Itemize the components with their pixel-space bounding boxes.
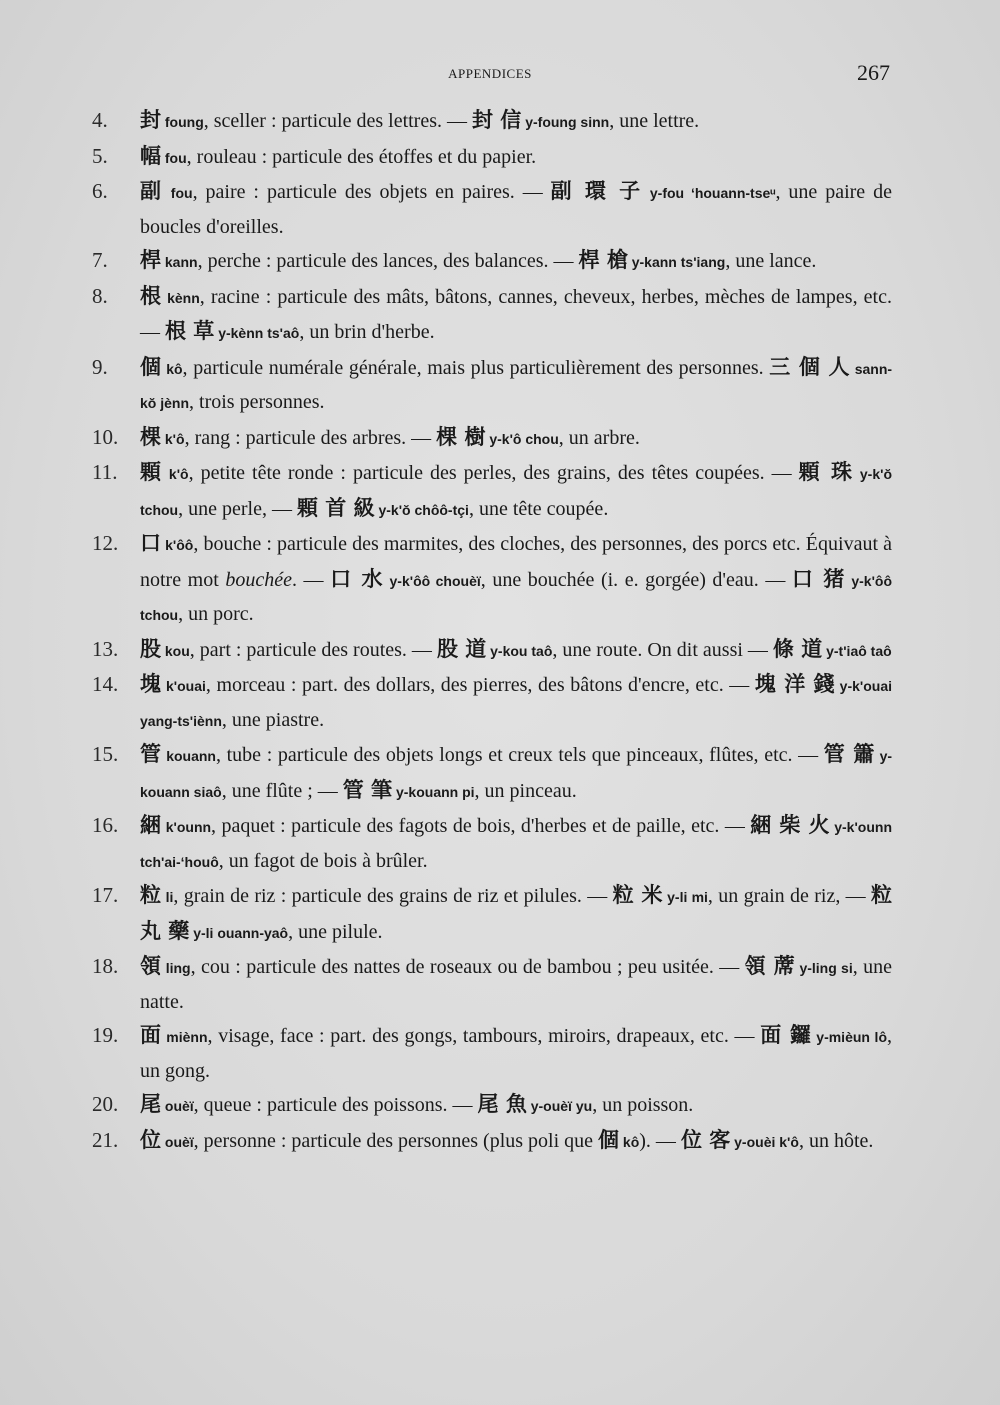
romanization: kann	[161, 254, 198, 270]
chinese-characters: 副 環 子	[550, 179, 644, 203]
romanization: k'ounn	[161, 819, 212, 835]
entry-number: 7.	[92, 248, 108, 272]
entry-text	[140, 140, 892, 176]
entry-text	[140, 879, 892, 950]
romanization: y-li mi	[662, 889, 708, 905]
chinese-characters: 根	[140, 283, 163, 308]
chinese-characters: 領	[140, 954, 162, 978]
romanization: y-li ouann-yaô	[189, 924, 289, 941]
chinese-characters: 面	[140, 1023, 162, 1047]
entry-number: 6.	[92, 179, 108, 203]
entry-text	[140, 1124, 892, 1160]
definition-text: , perche : particule des lances, des balances. —	[197, 250, 579, 272]
definition-text: , un porc.	[178, 603, 254, 625]
chinese-characters: 股 道	[436, 636, 487, 661]
romanization: foung	[161, 114, 204, 130]
romanization: y-mièun lô	[811, 1029, 887, 1045]
definition-text: , une paire de boucles d'oreilles.	[140, 181, 893, 238]
chinese-characters: 尾 魚	[477, 1092, 527, 1116]
chinese-characters: 管 筆	[342, 777, 393, 802]
chinese-characters: 個	[140, 354, 162, 379]
chinese-characters: 顆 首 級	[296, 495, 375, 520]
romanization: y-k'ŏ tchou	[140, 466, 892, 518]
chinese-characters: 塊	[140, 672, 162, 696]
entry-number: 8.	[92, 283, 108, 308]
chinese-characters: 棵 樹	[436, 424, 486, 449]
romanization: kou	[161, 642, 190, 659]
chinese-characters: 桿	[140, 248, 161, 272]
entry-number: 19.	[92, 1023, 119, 1047]
definition-text: , tube : particule des objets longs et creux tels que pinceaux, flûtes, etc. —	[215, 744, 824, 766]
romanization: y-ouèi k'ô	[730, 1133, 799, 1150]
definition-text: , grain de riz : particule des grains de riz et pilules. —	[173, 885, 613, 907]
romanization: k'ô	[163, 466, 189, 482]
chinese-characters: 顆 珠	[798, 460, 854, 484]
entry-text	[140, 244, 892, 280]
definition-text: , une bouchée (i. e. gorgée) d'eau. —	[480, 568, 792, 591]
emphasis-text: bouchée	[225, 568, 292, 591]
chinese-characters: 桿 槍	[578, 248, 628, 272]
entry	[92, 633, 892, 669]
entry	[92, 527, 892, 633]
chinese-characters: 口	[140, 531, 162, 555]
entry-text	[140, 104, 892, 140]
entry-text	[140, 1019, 892, 1088]
romanization: ouèï	[161, 1098, 194, 1114]
entry-text	[140, 351, 892, 421]
entry-text	[140, 175, 892, 244]
chinese-characters: 口 猪	[791, 566, 846, 591]
romanization: kô	[619, 1133, 640, 1150]
entry	[92, 668, 892, 738]
romanization: y-k'ounn tch'ai-ʻhouô	[140, 819, 892, 870]
romanization: y-ouèï yu	[526, 1098, 593, 1114]
romanization: k'ôô	[161, 537, 194, 553]
entry-number: 5.	[92, 143, 108, 168]
entry-text	[140, 668, 892, 738]
romanization: fou	[161, 149, 187, 166]
romanization: sann-kŏ jènn	[140, 360, 893, 411]
entry-number: 12.	[92, 531, 119, 555]
definition-text: , racine : particule des mâts, bâtons, cannes, cheveux, herbes, mèches de lampes, etc. —	[140, 285, 892, 343]
romanization: ouèï	[161, 1133, 194, 1150]
definition-text: , une natte.	[140, 956, 893, 1013]
definition-text: . —	[291, 568, 331, 591]
definition-text: , paire : particule des objets en paires. —	[192, 181, 551, 203]
chinese-characters: 粒 米	[612, 883, 663, 907]
definition-text: , un hôte.	[798, 1129, 874, 1152]
chinese-characters: 位	[140, 1127, 161, 1152]
chinese-characters: 綑 柴 火	[750, 813, 830, 837]
chinese-characters: 粒 丸 藥	[140, 883, 892, 943]
definition-text: , une piastre.	[221, 708, 325, 731]
definition-text: , paquet : particule des fagots de bois, d'herbes et de paille, etc. —	[211, 815, 751, 837]
entry	[92, 140, 892, 176]
definition-text: , rouleau : particule des étoffes et du papier.	[186, 145, 537, 168]
entry-number: 15.	[92, 742, 119, 766]
entry	[92, 244, 892, 280]
entry-list	[92, 104, 892, 1159]
romanization: k'ouai	[161, 678, 206, 694]
entry	[92, 175, 892, 244]
definition-text: , une tête coupée.	[468, 497, 609, 520]
page-header	[90, 60, 890, 90]
definition-text: , part : particule des routes. —	[189, 638, 437, 661]
definition-text: , une lance.	[725, 250, 817, 272]
entry-number: 20.	[92, 1092, 119, 1116]
entry-text	[140, 456, 892, 527]
chinese-characters: 綑	[140, 813, 162, 837]
chinese-characters: 位 客	[680, 1127, 731, 1152]
entry	[92, 104, 892, 140]
romanization: kô	[161, 360, 183, 377]
romanization: y-t'iaô taô	[822, 642, 892, 659]
definition-text: , une pilule.	[288, 920, 383, 943]
definition-text: , une perle, —	[178, 497, 297, 520]
definition-text: , bouche : particule des marmites, des cloches, des personnes, des porcs etc. Équivaut à notre mot	[140, 533, 893, 591]
chinese-characters: 棵	[140, 424, 161, 449]
chinese-characters: 封	[140, 108, 161, 132]
chinese-characters: 領 蓆	[744, 954, 796, 978]
romanization: y-kou taô	[486, 642, 553, 659]
definition-text: , un fagot de bois à brûler.	[218, 849, 428, 872]
chinese-characters: 粒	[140, 883, 162, 907]
entry-text	[140, 527, 892, 633]
romanization: li	[161, 889, 174, 905]
entry-text	[140, 280, 892, 351]
entry-text	[140, 633, 892, 669]
romanization: ling	[161, 960, 191, 976]
romanization: kouann	[161, 748, 216, 764]
romanization: y-k'ôô tchou	[140, 572, 893, 623]
romanization: y-foung sinn	[521, 114, 610, 130]
romanization: y-k'ôô chouèï	[384, 572, 481, 589]
entry-number: 11.	[92, 460, 118, 484]
definition-text: , particule numérale générale, mais plus particulièrement des personnes.	[182, 356, 770, 379]
entry-text	[140, 950, 892, 1019]
chinese-characters: 幅	[140, 143, 161, 168]
entry-number: 14.	[92, 672, 119, 696]
entry-text	[140, 809, 892, 879]
romanization: k'ô	[161, 430, 185, 447]
definition-text: ). —	[639, 1129, 681, 1152]
chinese-characters: 條 道	[772, 636, 823, 661]
entry	[92, 879, 892, 950]
definition-text: , un poisson.	[592, 1094, 694, 1116]
romanization: y-kouann pi	[392, 783, 475, 800]
definition-text: , une lettre.	[609, 110, 700, 132]
chinese-characters: 塊 洋 錢	[754, 672, 836, 696]
chinese-characters: 根 草	[165, 319, 215, 343]
definition-text: , un brin d'herbe.	[299, 321, 435, 343]
romanization: y-fou ʻhouann-tseᵘ	[643, 185, 776, 201]
definition-text: , trois personnes.	[189, 391, 325, 413]
entry-number: 4.	[92, 108, 108, 132]
entry-text	[140, 738, 892, 809]
definition-text: , morceau : part. des dollars, des pierres, des bâtons d'encre, etc. —	[205, 674, 755, 696]
chinese-characters: 管	[140, 742, 162, 766]
definition-text: , rang : particule des arbres. —	[184, 426, 437, 449]
definition-text: , visage, face : part. des gongs, tambours, miroirs, drapeaux, etc. —	[207, 1025, 761, 1047]
romanization: y-k'ŏ chôô-tçi	[374, 501, 469, 518]
entry	[92, 950, 892, 1019]
entry	[92, 351, 892, 421]
chinese-characters: 封 信	[472, 108, 522, 132]
entry	[92, 456, 892, 527]
entry-number: 18.	[92, 954, 119, 978]
chinese-characters: 尾	[140, 1092, 161, 1116]
definition-text: , un grain de riz, —	[707, 885, 871, 907]
running-title: APPENDICES	[448, 66, 532, 81]
romanization: y-kouann siaô	[140, 748, 893, 800]
romanization: y-kann ts'iang	[627, 254, 726, 270]
entry	[92, 421, 892, 457]
entry-number: 10.	[92, 424, 119, 449]
definition-text: , petite tête ronde : particule des perles, des grains, des têtes coupées. —	[188, 462, 799, 484]
chinese-characters: 三 個 人	[769, 354, 851, 379]
romanization: y-k'ouai yang-ts'iènn	[140, 678, 893, 729]
definition-text: , cou : particule des nattes de roseaux ou de bambou ; peu usitée. —	[190, 956, 745, 978]
romanization: fou	[163, 185, 193, 201]
entry-number: 16.	[92, 813, 119, 837]
entry-number: 17.	[92, 883, 119, 907]
definition-text: , sceller : particule des lettres. —	[203, 110, 472, 132]
chinese-characters: 顆	[140, 460, 164, 484]
entry	[92, 1088, 892, 1124]
chinese-characters: 副	[140, 179, 164, 203]
definition-text: , une flûte ; —	[221, 779, 343, 802]
definition-text: , un arbre.	[558, 426, 640, 449]
chinese-characters: 股	[140, 636, 161, 661]
entry	[92, 1124, 892, 1160]
romanization: kènn	[162, 289, 200, 306]
entry-number: 21.	[92, 1127, 119, 1152]
romanization: miènn	[161, 1029, 208, 1045]
chinese-characters: 口 水	[330, 566, 385, 591]
chinese-characters: 個	[598, 1127, 620, 1152]
entry-number: 9.	[92, 354, 108, 379]
romanization: y-kènn ts'aô	[214, 325, 300, 341]
romanization: y-k'ô chou	[485, 430, 559, 447]
romanization: y-ling si	[795, 960, 853, 976]
definition-text: , queue : particule des poissons. —	[193, 1094, 478, 1116]
definition-text: , personne : particule des personnes (plus poli que	[193, 1129, 599, 1152]
entry-text	[140, 1088, 892, 1124]
definition-text: , un pinceau.	[474, 779, 577, 802]
chinese-characters: 面 鑼	[760, 1023, 812, 1047]
chinese-characters: 管 簫	[823, 742, 876, 766]
entry	[92, 809, 892, 879]
entry-text	[140, 421, 892, 457]
entry	[92, 1019, 892, 1088]
page-number: 267	[857, 60, 890, 85]
definition-text: , un gong.	[140, 1025, 892, 1082]
entry	[92, 738, 892, 809]
entry-number: 13.	[92, 636, 119, 661]
entry	[92, 280, 892, 351]
definition-text: , une route. On dit aussi —	[552, 638, 773, 661]
